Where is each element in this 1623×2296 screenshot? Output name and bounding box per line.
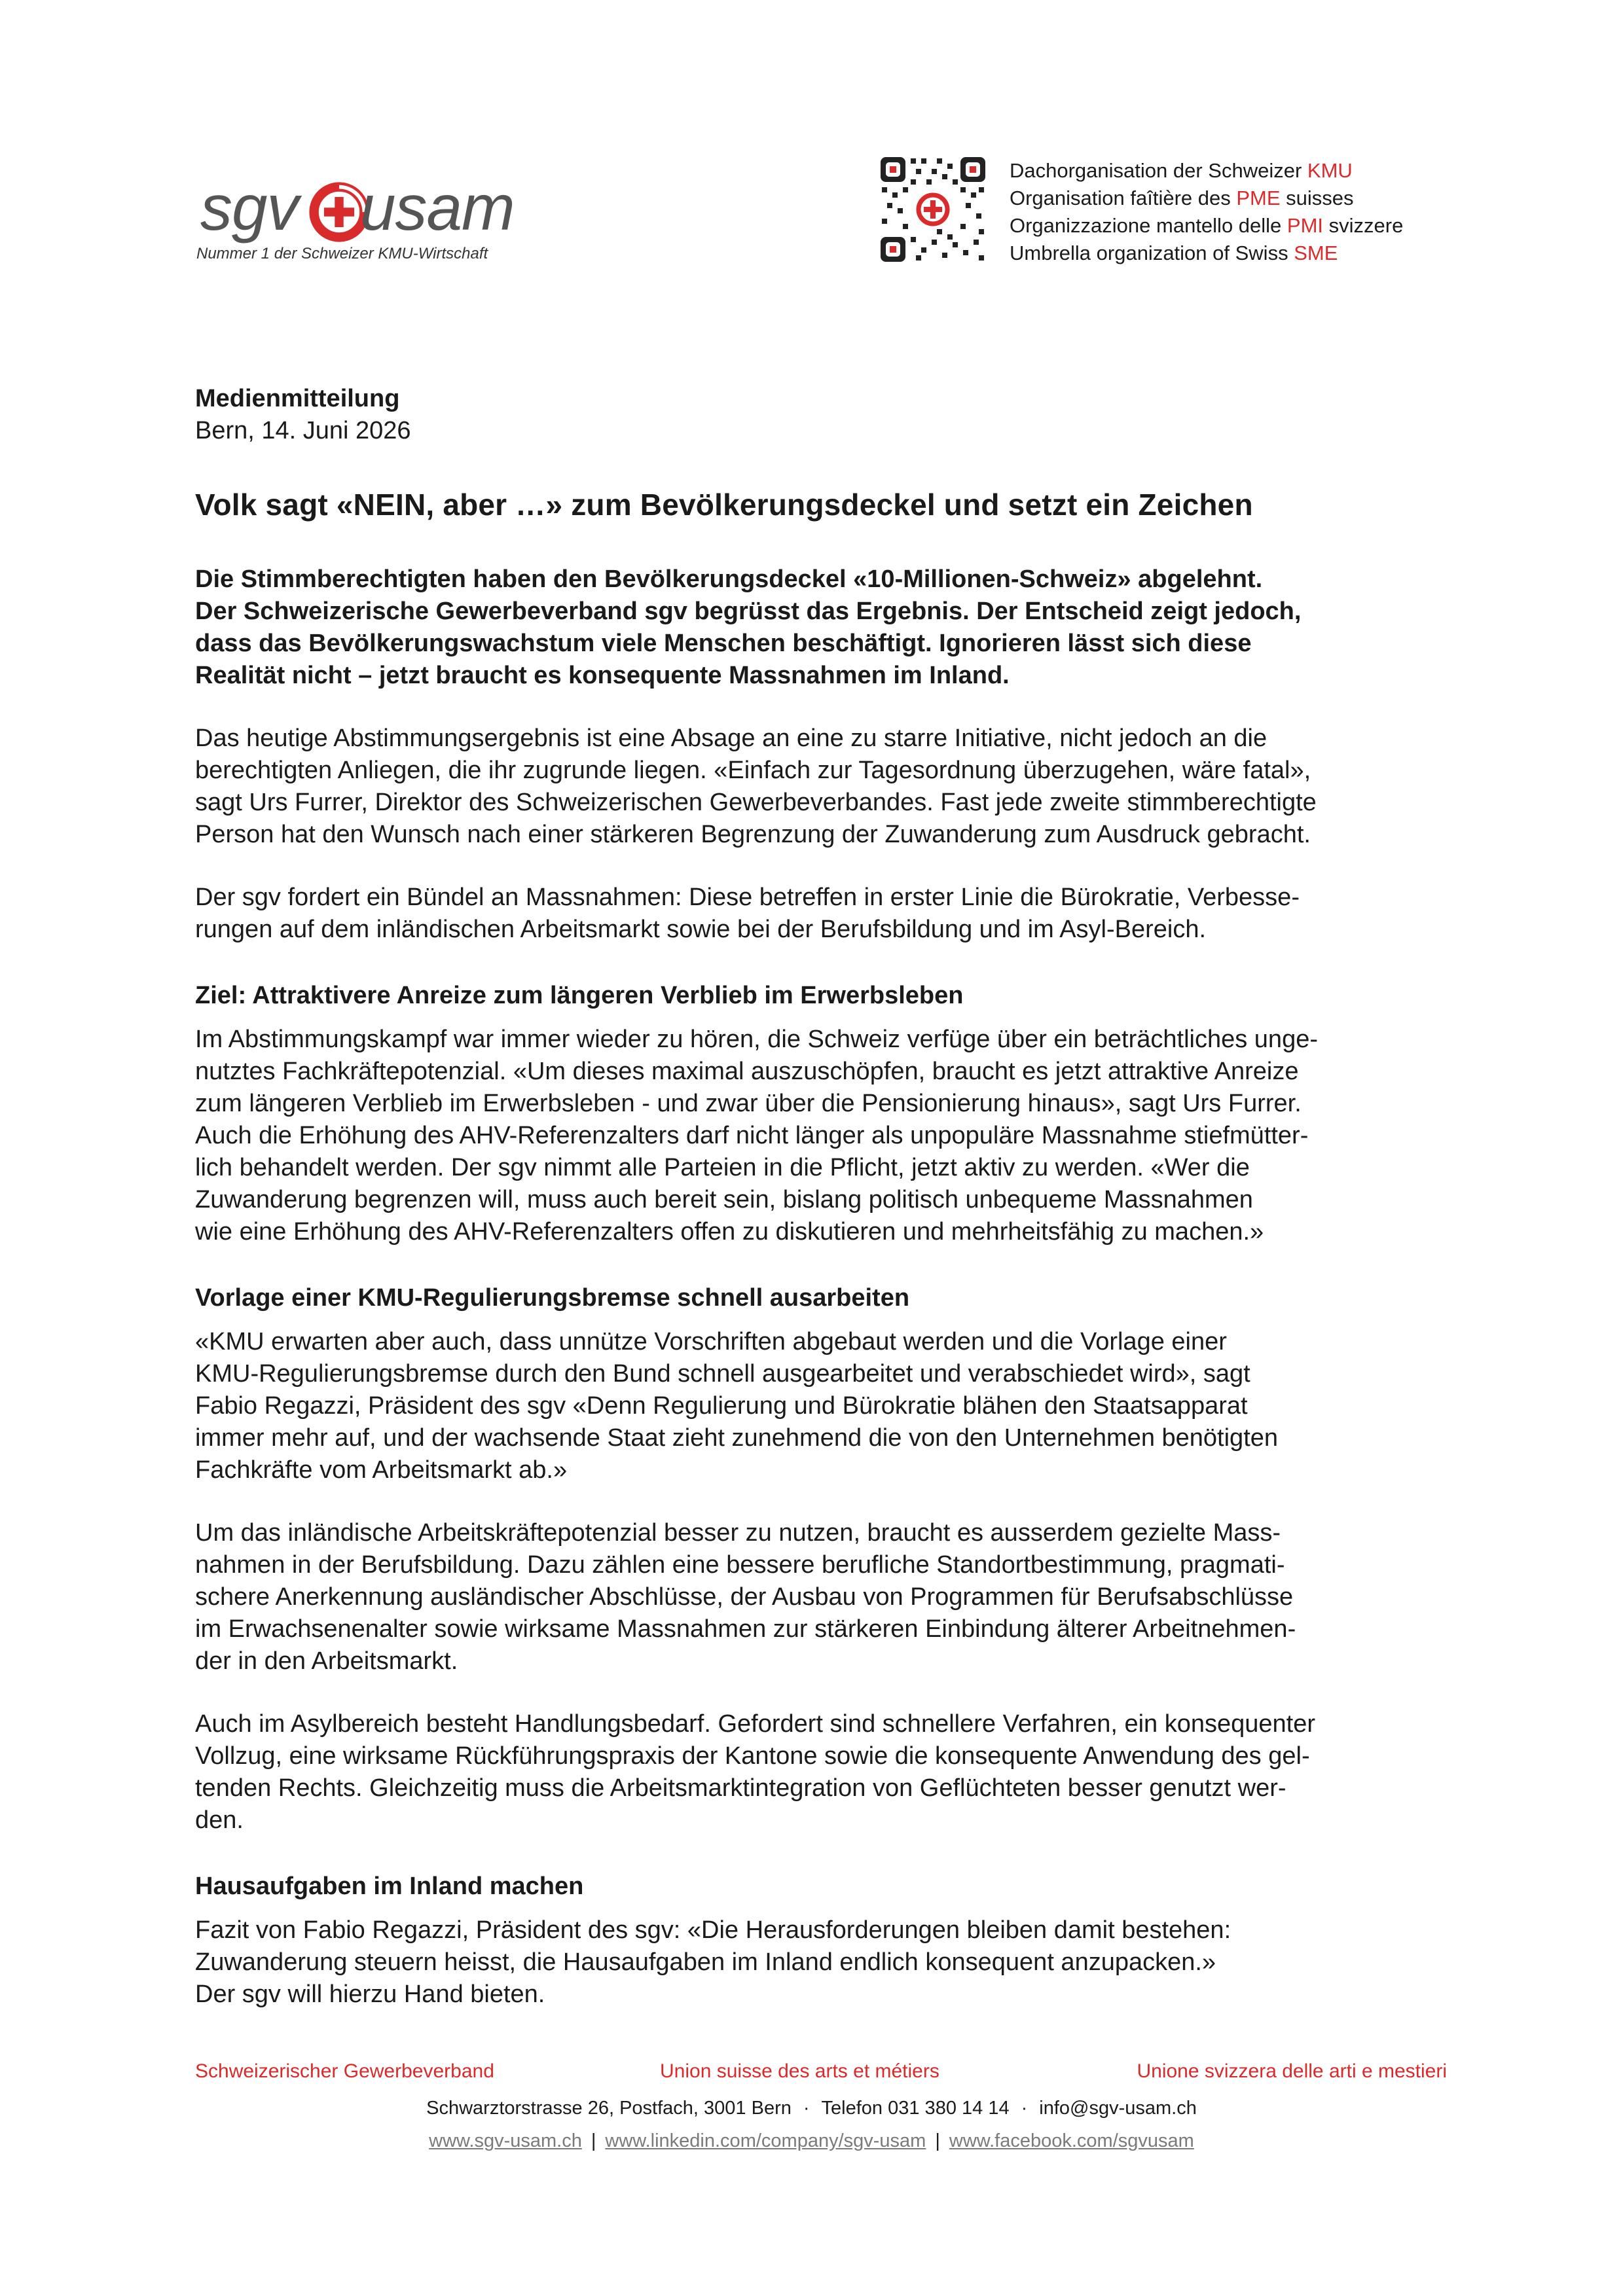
separator-dot: ·	[1021, 2098, 1028, 2119]
logo-text-sgv: sgv	[200, 171, 299, 243]
separator-dot: ·	[803, 2098, 810, 2119]
separator-bar: |	[591, 2130, 596, 2151]
facebook-link[interactable]: www.facebook.com/sgvusam	[949, 2130, 1194, 2151]
org-line-de: Dachorganisation der Schweizer KMU	[1010, 159, 1353, 182]
org-line-it: Organizzazione mantello delle PMI svizzere	[1010, 214, 1404, 237]
lead-paragraph: Die Stimmberechtigten haben den Bevölkerungsdeckel «10-Millionen-Schweiz» abgelehnt. Der Schweizerische Gewerbeverband sgv begrüsst das Ergebnis. Der Entscheid zeigt jedoch, dass das Bevölkerungswachstum viele Menschen beschäftigt. Ignorieren lässt sich diese Realität nicht – jetzt braucht es konsequente Massnahmen im Inland.	[195, 565, 1302, 689]
logo-tagline: Nummer 1 der Schweizer KMU-Wirtschaft	[196, 245, 488, 262]
footer-organizations	[195, 2060, 1447, 2087]
footer-org-de: Schweizerischer Gewerbeverband	[195, 2060, 494, 2082]
org-line-fr: Organisation faîtière des PME suisses	[1010, 187, 1354, 209]
footer-links	[0, 2130, 1623, 2152]
separator-bar: |	[935, 2130, 940, 2151]
qr-code-icon	[881, 157, 985, 262]
paragraph-asylum: Auch im Asylbereich besteht Handlungsbedarf. Gefordert sind schnellere Verfahren, ein konsequenter Vollzug, eine wirksame Rückführungspraxis der Kantone sowie die konsequente Anwendung des gel- tenden Rechts. Gleichzeitig muss die Arbeitsmarktintegration von Geflüchteten besser genutzt wer- den.	[195, 1710, 1316, 1834]
logo-text-usam: usam	[360, 171, 515, 243]
footer-email[interactable]: info@sgv-usam.ch	[1039, 2098, 1197, 2119]
sgv-usam-logo	[196, 171, 563, 276]
subheading-regulation-brake: Vorlage einer KMU-Regulierungsbremse schnell ausarbeiten	[195, 1284, 910, 1312]
paragraph-vocational-training: Um das inländische Arbeitskräftepotenzial besser zu nutzen, braucht es ausserdem gezielte Mass- nahmen in der Berufsbildung. Dazu zählen eine bessere berufliche Standortbestimmung, pragmati- schere Anerkennung ausländischer Abschlüsse, der Ausbau von Programmen für Berufsabschlüsse im Erwachsenenalter sowie wirksame Massnahmen zur stärkeren Einbindung älterer Arbeitnehmen- der in den Arbeitsmarkt.	[195, 1519, 1296, 1675]
footer-org-fr: Union suisse des arts et métiers	[660, 2060, 939, 2082]
paragraph-incentives: Im Abstimmungskampf war immer wieder zu hören, die Schweiz verfüge über ein beträchtliches unge- nutztes Fachkräftepotenzial. «Um dieses maximal auszuschöpfen, braucht es jetzt attraktive Anreize zum längeren Verblieb im Erwerbsleben - und zwar über die Pensionierung hinaus», sagt Urs Furrer. Auch die Erhöhung des AHV-Referenzalters darf nicht länger als unpopuläre Massnahme stiefmütter- lich behandelt werden. Der sgv nimmt alle Parteien in die Pflicht, jetzt aktiv zu werden. «Wer die Zuwanderung begrenzen will, muss auch bereit sein, bislang politisch unbequeme Massnahmen wie eine Erhöhung des AHV-Referenzalters offen zu diskutieren und mehrheitsfähig zu machen.»	[195, 1026, 1318, 1246]
subheading-incentives: Ziel: Attraktivere Anreize zum längeren Verblieb im Erwerbsleben	[195, 982, 964, 1009]
footer-address: Schwarztorstrasse 26, Postfach, 3001 Bern	[426, 2098, 792, 2119]
footer-org-it: Unione svizzera delle arti e mestieri	[1137, 2060, 1447, 2082]
document-type-label: Medienmitteilung	[195, 385, 400, 412]
website-link[interactable]: www.sgv-usam.ch	[429, 2130, 582, 2151]
release-date: Bern, 14. Juni 2026	[195, 417, 411, 444]
paragraph-regulation-brake: «KMU erwarten aber auch, dass unnütze Vorschriften abgebaut werden und die Vorlage einer KMU-Regulierungsbremse durch den Bund schnell ausgearbeitet und verabschiedet wird», sagt Fabio Regazzi, Präsident des sgv «Denn Regulierung und Bürokratie blähen den Staatsapparat immer mehr auf, und der wachsende Staat zieht zunehmend die von den Unternehmen benötigten Fachkräfte vom Arbeitsmarkt ab.»	[195, 1328, 1279, 1484]
paragraph-result: Das heutige Abstimmungsergebnis ist eine Absage an eine zu starre Initiative, nicht jedoch an die berechtigten Anliegen, die ihr zugrunde liegen. «Einfach zur Tagesordnung überzugehen, wäre fatal», sagt Urs Furrer, Direktor des Schweizerischen Gewerbeverbandes. Fast jede zweite stimmberechtigte Person hat den Wunsch nach einer stärkeren Begrenzung der Zuwanderung zum Ausdruck gebracht.	[195, 725, 1317, 848]
subheading-homework: Hausaufgaben im Inland machen	[195, 1873, 584, 1900]
org-line-en: Umbrella organization of Swiss SME	[1010, 242, 1338, 264]
paragraph-demands: Der sgv fordert ein Bündel an Massnahmen: Diese betreffen in erster Linie die Bürokratie, Verbesse- rungen auf dem inländischen Arbeitsmarkt sowie bei der Berufsbildung und im Asyl-Bereich.	[195, 884, 1300, 943]
footer-contact	[0, 2098, 1623, 2119]
press-release-body	[195, 383, 1446, 2011]
footer-phone: Telefon 031 380 14 14	[821, 2098, 1010, 2119]
page-title: Volk sagt «NEIN, aber …» zum Bevölkerungsdeckel und setzt ein Zeichen	[195, 488, 1253, 522]
paragraph-conclusion: Fazit von Fabio Regazzi, Präsident des sgv: «Die Herausforderungen bleiben damit bestehen: Zuwanderung steuern heisst, die Hausaufgaben im Inland endlich konsequent anzupacken.» Der sgv will hierzu Hand bieten.	[195, 1916, 1231, 2008]
organization-descriptions	[1010, 157, 1403, 267]
linkedin-link[interactable]: www.linkedin.com/company/sgv-usam	[605, 2130, 926, 2151]
